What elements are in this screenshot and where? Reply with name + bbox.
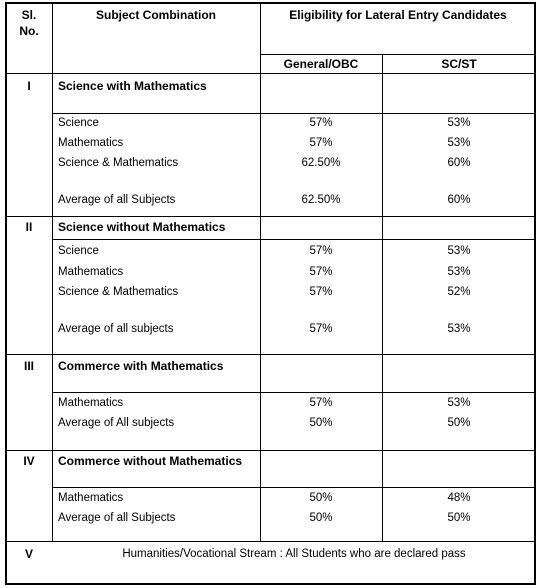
header-general-obc: General/OBC xyxy=(283,57,359,71)
group-title: Commerce without Mathematics xyxy=(58,454,243,468)
subject-cell: Mathematics xyxy=(58,137,124,149)
header-sc-st: SC/ST xyxy=(441,57,477,71)
row-divider xyxy=(5,216,536,217)
col-divider-1 xyxy=(52,2,53,541)
group-number: IV xyxy=(23,454,35,468)
subject-cell: Mathematics xyxy=(58,492,124,504)
sc-st-cell: 53% xyxy=(447,117,471,129)
sc-st-cell: 52% xyxy=(447,286,471,298)
sc-st-cell: 53% xyxy=(447,266,471,278)
subject-cell: Mathematics xyxy=(58,266,124,278)
group-title: Science without Mathematics xyxy=(58,220,226,234)
row-divider xyxy=(52,392,536,393)
group-title: Commerce with Mathematics xyxy=(58,359,224,373)
group-number: I xyxy=(27,79,31,93)
group-number: V xyxy=(24,547,34,561)
general-obc-cell: 50% xyxy=(309,492,333,504)
general-obc-cell: 57% xyxy=(309,266,333,278)
subject-cell: Average of All subjects xyxy=(58,417,175,429)
general-obc-cell: 62.50% xyxy=(301,157,341,169)
subject-cell: Average of all subjects xyxy=(58,323,174,335)
col-divider-2 xyxy=(260,2,261,541)
header-sl-no-line1: Sl. xyxy=(21,8,37,22)
sc-st-cell: 60% xyxy=(447,194,471,206)
subject-cell: Average of all Subjects xyxy=(58,512,176,524)
row-divider xyxy=(52,113,536,114)
sc-st-cell: 48% xyxy=(447,492,471,504)
row-divider xyxy=(5,541,536,542)
sc-st-cell: 53% xyxy=(447,323,471,335)
sc-st-cell: 50% xyxy=(447,512,471,524)
header-sl-no-line2: No. xyxy=(19,24,39,38)
row-divider xyxy=(5,73,536,74)
col-divider-3 xyxy=(382,54,383,541)
sc-st-cell: 53% xyxy=(447,397,471,409)
sc-st-cell: 50% xyxy=(447,417,471,429)
header-subject-combination: Subject Combination xyxy=(96,8,216,22)
general-obc-cell: 57% xyxy=(309,323,333,335)
row-divider xyxy=(260,54,536,55)
subject-cell: Science xyxy=(58,117,99,129)
sc-st-cell: 60% xyxy=(447,157,471,169)
subject-cell: Science & Mathematics xyxy=(58,286,179,298)
general-obc-cell: 57% xyxy=(309,245,333,257)
general-obc-cell: 57% xyxy=(309,286,333,298)
general-obc-cell: 57% xyxy=(309,137,333,149)
group-title: Science with Mathematics xyxy=(58,79,207,93)
general-obc-cell: 62.50% xyxy=(301,194,341,206)
humanities-note: Humanities/Vocational Stream : All Students who are declared pass xyxy=(122,548,466,560)
subject-cell: Science & Mathematics xyxy=(58,157,179,169)
sc-st-cell: 53% xyxy=(447,137,471,149)
general-obc-cell: 50% xyxy=(309,512,333,524)
header-eligibility: Eligibility for Lateral Entry Candidates xyxy=(289,8,507,22)
row-divider xyxy=(52,239,536,240)
row-divider xyxy=(52,487,536,488)
group-number: II xyxy=(25,220,33,234)
general-obc-cell: 57% xyxy=(309,117,333,129)
row-divider xyxy=(5,354,536,355)
subject-cell: Mathematics xyxy=(58,397,124,409)
subject-cell: Science xyxy=(58,245,99,257)
row-divider xyxy=(5,450,536,451)
general-obc-cell: 50% xyxy=(309,417,333,429)
subject-cell: Average of all Subjects xyxy=(58,194,176,206)
group-number: III xyxy=(23,359,35,373)
sc-st-cell: 53% xyxy=(447,245,471,257)
general-obc-cell: 57% xyxy=(309,397,333,409)
